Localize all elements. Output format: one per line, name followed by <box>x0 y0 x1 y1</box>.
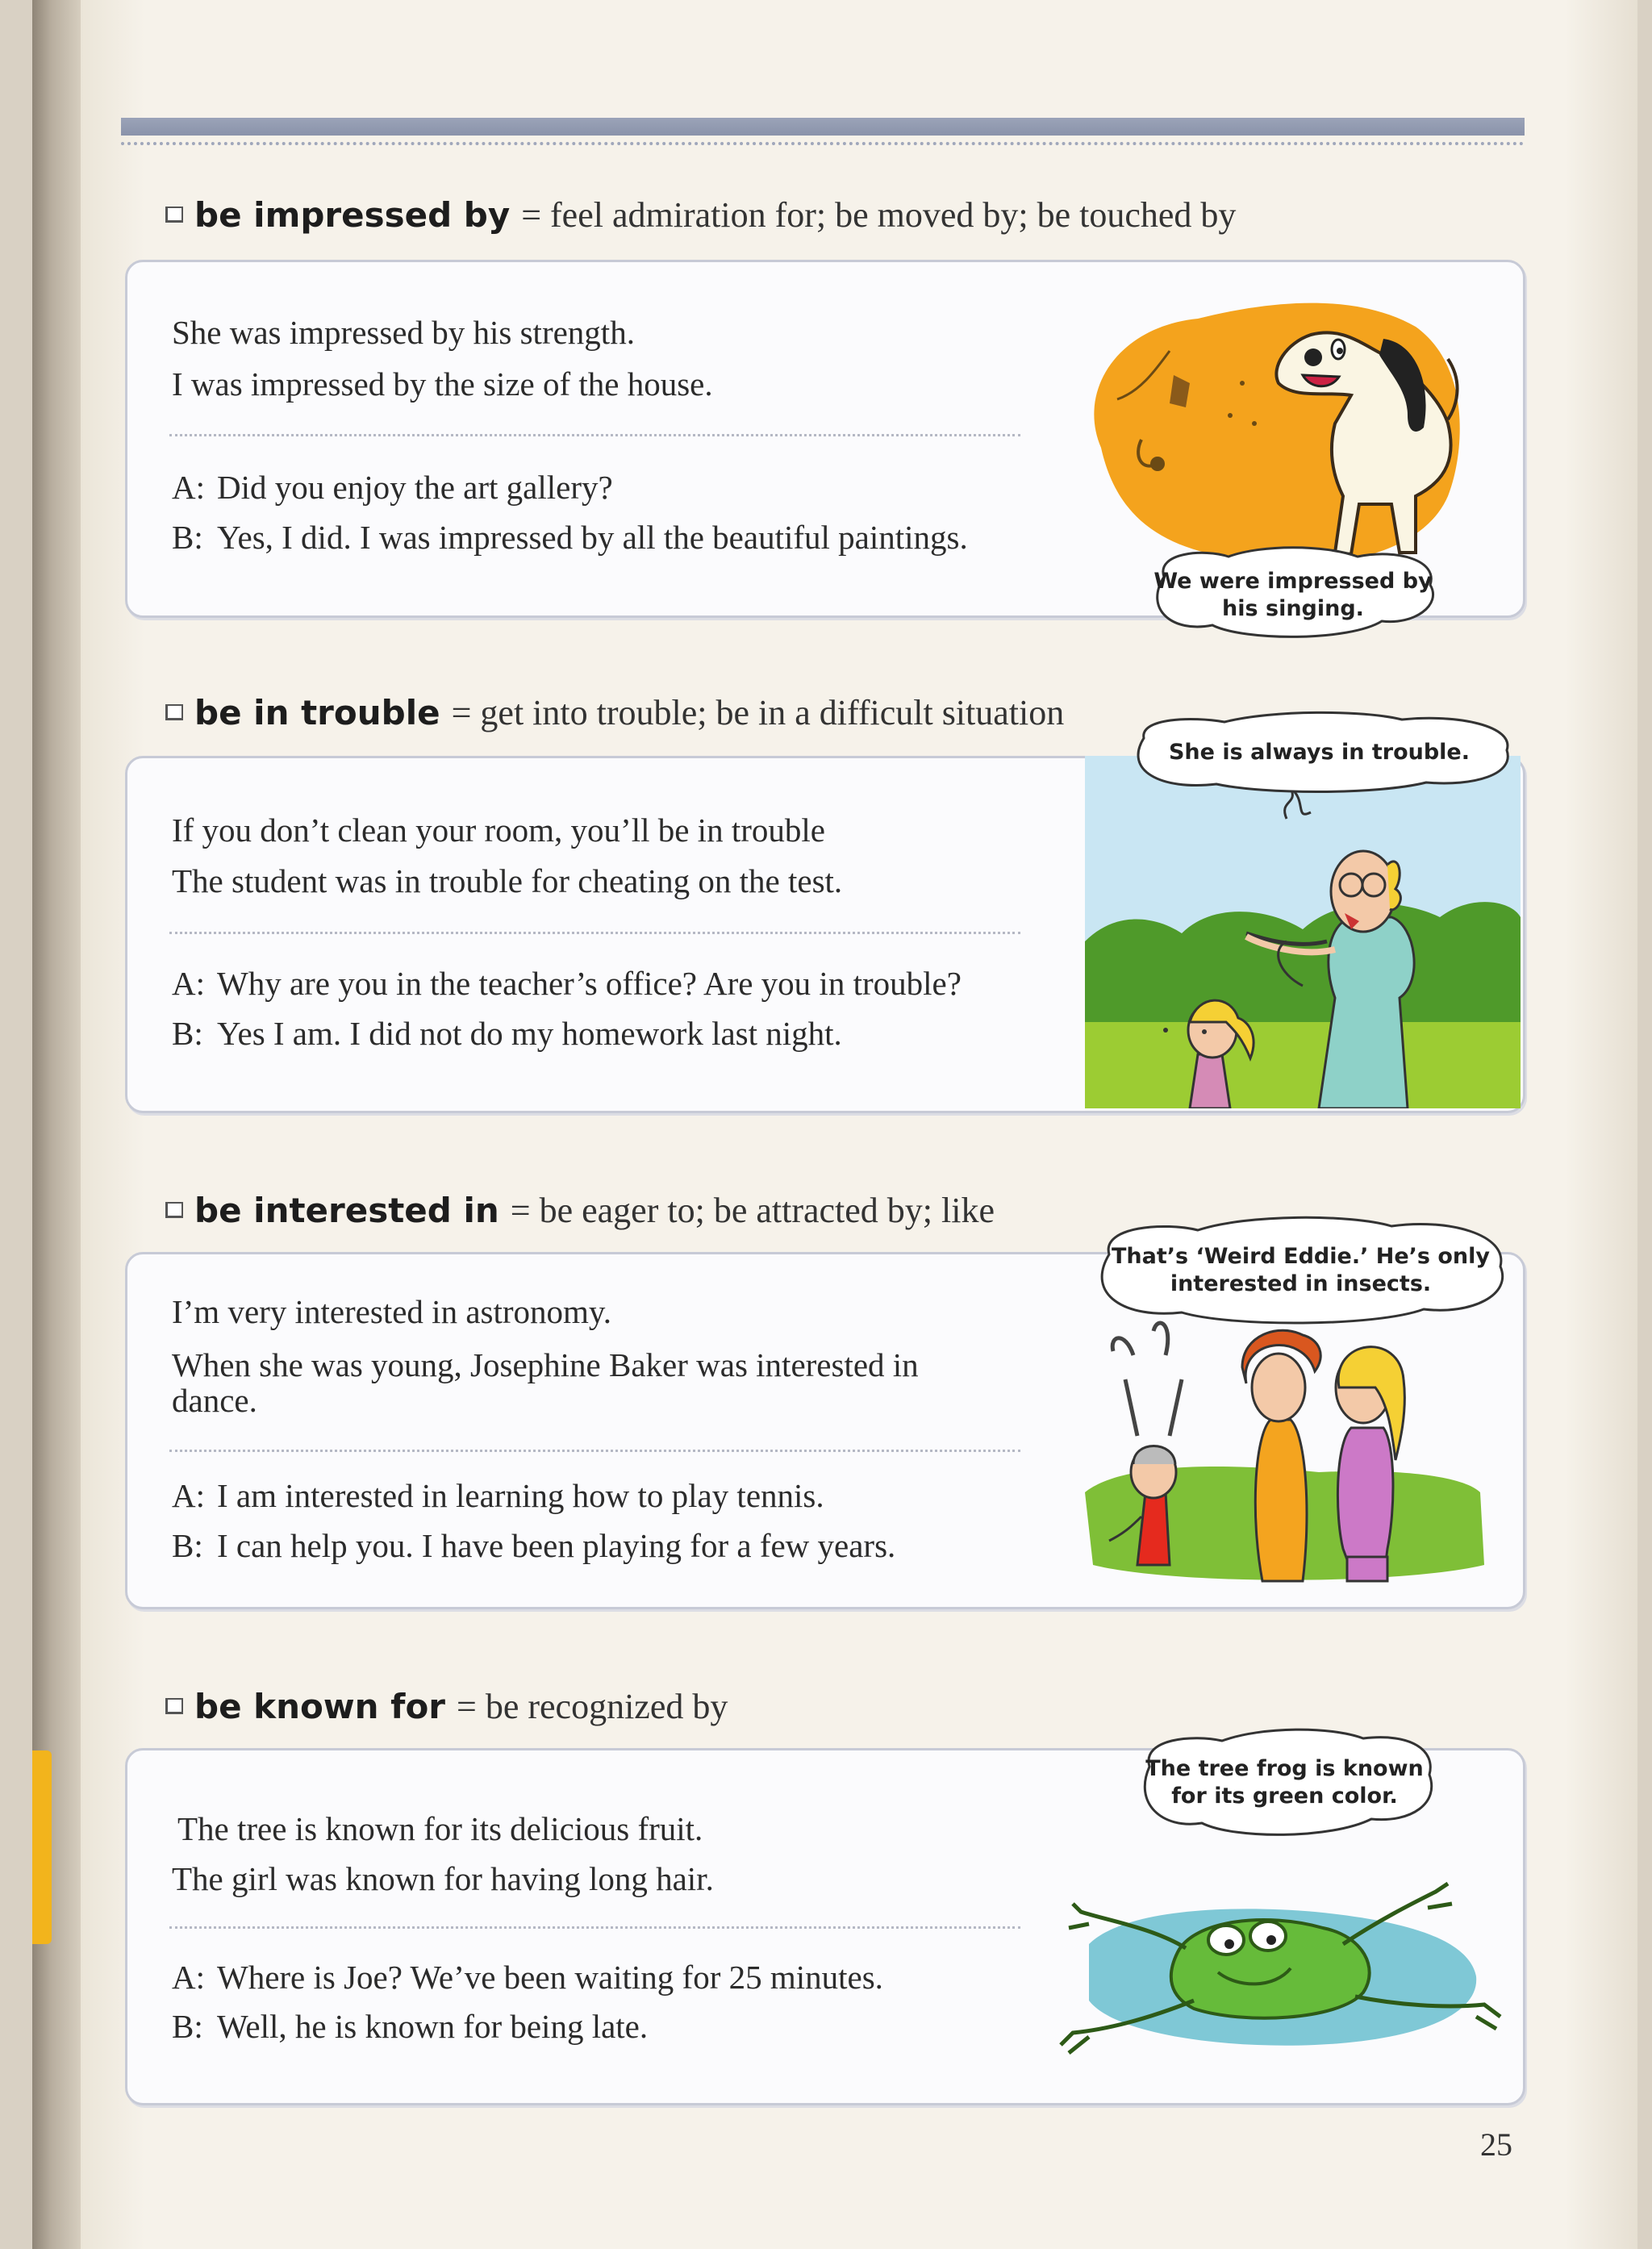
section-heading-impressed <box>165 190 1236 239</box>
dialogue-text: I can help you. I have been playing for a few years. <box>217 1527 896 1564</box>
dialogue-line <box>172 1526 895 1565</box>
dialogue-text: Why are you in the teacher’s office? Are you in trouble? <box>217 965 962 1002</box>
term: be known for <box>194 1686 446 1726</box>
section-heading-trouble <box>165 688 1064 736</box>
speaker-label: A: <box>172 1477 205 1514</box>
example-sentence: She was impressed by his strength. <box>172 314 635 351</box>
speech-bubble <box>1085 1214 1516 1327</box>
speaker-label: A: <box>172 965 205 1002</box>
definition: = feel admiration for; be moved by; be touched by <box>521 194 1237 235</box>
speech-bubble <box>1129 1726 1440 1839</box>
dotted-separator <box>169 434 1020 436</box>
dialogue-line <box>172 1476 824 1515</box>
speech-bubble <box>1140 545 1446 645</box>
term: be impressed by <box>194 194 511 235</box>
bubble-line: We were impressed by <box>1153 568 1433 594</box>
bubble-line: The tree frog is known <box>1145 1756 1424 1781</box>
singing-dog-illustration <box>1069 294 1472 573</box>
dialogue-line <box>172 2007 648 2046</box>
teacher-scolding-illustration <box>1085 756 1521 1108</box>
dialogue-line <box>172 518 968 557</box>
section-heading-known <box>165 1682 728 1730</box>
example-sentence: If you don’t clean your room, you’ll be in trouble <box>172 812 825 849</box>
example-sentence: The girl was known for having long hair. <box>172 1860 714 1897</box>
example-sentence: I was impressed by the size of the house. <box>172 365 713 403</box>
dialogue-text: Where is Joe? We’ve been waiting for 25 minutes. <box>217 1959 883 1996</box>
dotted-separator <box>169 1926 1020 1929</box>
weird-eddie-illustration <box>1077 1307 1496 1589</box>
definition: = get into trouble; be in a difficult situation <box>451 692 1065 732</box>
term: be interested in <box>194 1190 499 1230</box>
bubble-line: She is always in trouble. <box>1168 739 1470 765</box>
definition: = be recognized by <box>457 1686 728 1726</box>
example-sentence: I’m very interested in astronomy. <box>172 1293 611 1330</box>
dialogue-line <box>172 468 613 507</box>
speaker-label: A: <box>172 1959 205 1996</box>
dialogue-text: Yes, I did. I was impressed by all the beautiful paintings. <box>217 519 968 556</box>
tree-frog-illustration <box>1057 1855 1508 2065</box>
dialogue-line <box>172 1014 842 1053</box>
dialogue-text: Yes I am. I did not do my homework last night. <box>217 1015 842 1052</box>
term: be in trouble <box>194 692 440 732</box>
bubble-line: for its green color. <box>1171 1784 1398 1809</box>
page-number: 25 <box>1480 2126 1512 2163</box>
header-bar <box>121 118 1525 136</box>
speech-bubble <box>1120 710 1519 795</box>
checkbox-icon <box>165 207 183 223</box>
page-edge-tab <box>32 1750 52 1944</box>
speaker-label: B: <box>172 1527 203 1564</box>
checkbox-icon <box>165 1202 183 1218</box>
dialogue-line <box>172 964 962 1003</box>
section-heading-interested <box>165 1186 995 1234</box>
dotted-separator <box>169 932 1020 934</box>
bubble-line: interested in insects. <box>1170 1271 1432 1296</box>
speaker-label: A: <box>172 469 205 506</box>
dialogue-text: I am interested in learning how to play tennis. <box>217 1477 824 1514</box>
example-sentence: The student was in trouble for cheating on the test. <box>172 862 843 899</box>
speaker-label: B: <box>172 1015 203 1052</box>
speaker-label: B: <box>172 519 203 556</box>
example-sentence: When she was young, Josephine Baker was interested in dance. <box>172 1346 919 1419</box>
definition: = be eager to; be attracted by; like <box>510 1190 995 1230</box>
example-sentence: The tree is known for its delicious fruit. <box>177 1810 703 1847</box>
bubble-line: That’s ‘Weird Eddie.’ He’s only <box>1111 1244 1491 1269</box>
dotted-separator <box>169 1450 1020 1452</box>
speaker-label: B: <box>172 2008 203 2045</box>
bubble-line: his singing. <box>1222 595 1364 621</box>
dialogue-text: Did you enjoy the art gallery? <box>217 469 613 506</box>
header-dotted-rule <box>121 142 1525 145</box>
dialogue-line <box>172 1958 883 1997</box>
checkbox-icon <box>165 704 183 720</box>
checkbox-icon <box>165 1698 183 1714</box>
dialogue-text: Well, he is known for being late. <box>217 2008 649 2045</box>
